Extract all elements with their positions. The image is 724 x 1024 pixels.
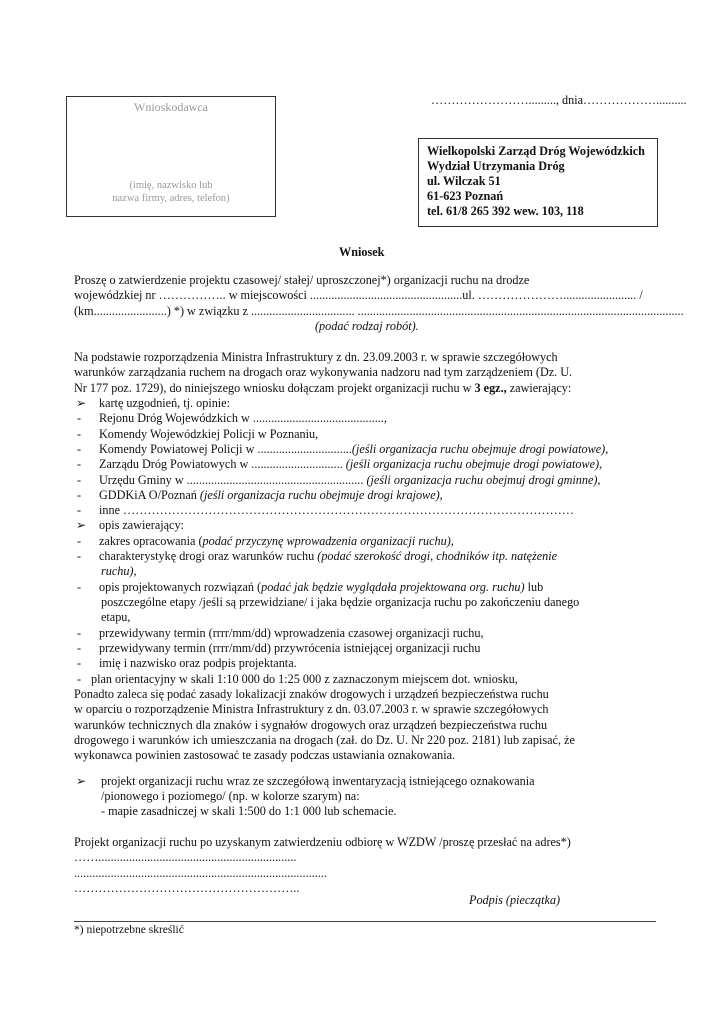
list1-item-5-note: (jeśli organizacja ruchu obejmuj drogi gminne), xyxy=(363,473,601,487)
list2-item-2 xyxy=(99,549,557,564)
list2-item-3-note: podać jak będzie wyglądała projektowana org. ruchu) xyxy=(261,580,525,594)
list2-item-4: przewidywany termin (rrrr/mm/dd) wprowadzenia czasowej organizacji ruchu, xyxy=(99,626,484,640)
list2-item-7: plan orientacyjny w skali 1:10 000 do 1:25 000 z zaznaczonym miejscem dot. wniosku, xyxy=(91,672,518,686)
list1-dash: - xyxy=(77,457,82,471)
recipient-line-5: tel. 61/8 265 392 wew. 103, 118 xyxy=(427,204,584,218)
para2-line-2: warunków zarządzania ruchem na drogach oraz wykonywania nadzoru nad tym zarządzeniem (Dz. U. xyxy=(74,365,573,379)
list1-dash: - xyxy=(77,503,82,517)
list2-dash: - xyxy=(77,656,82,670)
list3-line-2: /pionowego i poziomego/ (np. w kolorze szarym) na: xyxy=(101,789,360,803)
para3-line-5: wykonawca powinien zastosować te zasady podczas ustawiania oznakowania. xyxy=(74,748,456,762)
date-line: ……………………........., dnia……………….......... xyxy=(431,93,687,107)
list1-item-2: Komendy Wojewódzkiej Policji w Poznaniu, xyxy=(99,427,319,441)
list2-arrow-icon: ➢ xyxy=(76,518,87,532)
list2-dash: - xyxy=(77,626,82,640)
para2-line-3-end: zawierający: xyxy=(506,381,572,395)
para3-line-1: Ponadto zaleca się podać zasady lokalizacji znaków drogowych i urządzeń bezpieczeństwa ruchu xyxy=(74,687,549,701)
list2-item-2-text: charakterystykę drogi oraz warunków ruchu xyxy=(99,549,318,563)
pickup-address-line-3: ……………………………………………….. xyxy=(74,881,300,895)
list3-line-3: - mapie zasadniczej w skali 1:500 do 1:1 000 lub schemacie. xyxy=(101,804,397,818)
list2-item-1-text: zakres opracowania ( xyxy=(99,534,203,548)
list1-item-3-text: Komendy Powiatowej Policji w ............................... xyxy=(99,442,352,456)
list2-dash: - xyxy=(77,672,82,686)
list2-item-6: imię i nazwisko oraz podpis projektanta. xyxy=(99,656,297,670)
para1-line-1: Proszę o zatwierdzenie projektu czasowej/ stałej/ uproszczonej*) organizacji ruchu na drodze xyxy=(74,273,530,287)
recipient-line-3: ul. Wilczak 51 xyxy=(427,174,501,188)
list2-dash: - xyxy=(77,534,82,548)
list3-line-1: projekt organizacji ruchu wraz ze szczegółową inwentaryzacją istniejącego oznakowania xyxy=(101,774,535,788)
list2-item-2-note: (podać szerokość drogi, chodników itp. natężenie xyxy=(317,549,558,563)
applicant-title: Wnioskodawca xyxy=(134,100,208,114)
document-title: Wniosek xyxy=(339,245,385,259)
list1-dash: - xyxy=(77,442,82,456)
list1-item-4-text: Zarządu Dróg Powiatowych w .............................. xyxy=(99,457,343,471)
recipient-line-1: Wielkopolski Zarząd Dróg Wojewódzkich xyxy=(427,144,645,158)
applicant-hint-2: nazwa firmy, adres, telefon) xyxy=(112,193,230,204)
list1-item-6-text: GDDKiA O/Poznań xyxy=(99,488,200,502)
list1-item-4 xyxy=(99,457,602,472)
pickup-address-line-1: ……................................................................. xyxy=(74,850,297,864)
list2-item-2-cont: ruchu), xyxy=(101,564,137,578)
list1-item-6-note: (jeśli organizacja ruchu obejmuje drogi krajowe), xyxy=(199,488,443,502)
para1-line-4: (podać rodzaj robót). xyxy=(315,319,419,333)
list2-item-1 xyxy=(99,534,454,549)
list2-item-3 xyxy=(99,580,543,595)
list2-item-3-cont-1: poszczególne etapy /jeśli są przewidziane/ i jaka będzie organizacja ruchu po zakończeniu danego xyxy=(101,595,580,609)
list2-dash: - xyxy=(77,549,82,563)
para3-line-3: warunków technicznych dla znaków i sygnałów drogowych oraz urządzeń bezpieczeństwa ruchu xyxy=(74,718,548,732)
list2-item-3-cont-2: etapu, xyxy=(101,610,131,624)
para2-line-1: Na podstawie rozporządzenia Ministra Infrastruktury z dn. 23.09.2003 r. w sprawie szczegółowych xyxy=(74,350,558,364)
list1-dash: - xyxy=(77,488,82,502)
para2-copies: 3 egz., xyxy=(474,381,507,395)
list1-item-5 xyxy=(99,473,600,488)
list1-arrow-icon: ➢ xyxy=(76,396,87,410)
recipient-box xyxy=(418,138,658,227)
para1-line-3: (km........................) *) w związku z .................................. ........................................................................................................... xyxy=(74,304,684,318)
list3-arrow-icon: ➢ xyxy=(76,774,87,788)
list1-item-3-note: (jeśli organizacja ruchu obejmuje drogi powiatowe), xyxy=(351,442,609,456)
list1-item-5-text: Urzędu Gminy w .......................................................... xyxy=(99,473,364,487)
list2-dash: - xyxy=(77,641,82,655)
list1-item-3 xyxy=(99,442,608,457)
para3-line-4: drogowego i warunków ich umieszczania na drogach (zał. do Dz. U. Nr 220 poz. 2181) lub zapisać, że xyxy=(74,733,575,747)
list1-item-4-note: (jeśli organizacja ruchu obejmuje drogi powiatowe), xyxy=(342,457,603,471)
signature-label: Podpis (pieczątka) xyxy=(469,893,561,907)
list1-item-1: Rejonu Dróg Wojewódzkich w ..........................................., xyxy=(99,411,387,425)
recipient-line-2: Wydział Utrzymania Dróg xyxy=(427,159,565,173)
para1-line-2: wojewódzkiej nr …………….. w miejscowości ..................................................ul. …………………........................ / xyxy=(74,288,643,302)
list1-dash: - xyxy=(77,411,82,425)
para2-line-3-text: Nr 177 poz. 1729), do niniejszego wniosku dołączam projekt organizacji ruchu w xyxy=(74,381,475,395)
list1-dash: - xyxy=(77,473,82,487)
para3-line-2: w oparciu o rozporządzenie Ministra Infrastruktury z dn. 03.07.2003 r. w sprawie szczegółowych xyxy=(74,702,549,716)
applicant-box xyxy=(66,96,276,217)
recipient-line-4: 61-623 Poznań xyxy=(427,189,504,203)
list1-item-6 xyxy=(99,488,443,503)
list1-item-7: inne ………………………………………………………………………………………………… xyxy=(99,503,574,517)
list1-dash: - xyxy=(77,427,82,441)
para2-line-3 xyxy=(74,381,571,396)
list2-dash: - xyxy=(77,580,82,594)
pickup-line-1: Projekt organizacji ruchu po uzyskanym zatwierdzeniu odbiorę w WZDW /proszę przesłać na adres*) xyxy=(74,835,571,849)
list1-header: kartę uzgodnień, tj. opinie: xyxy=(99,396,230,410)
list2-item-1-note: podać przyczynę wprowadzenia organizacji ruchu), xyxy=(202,534,454,548)
list2-header: opis zawierający: xyxy=(99,518,184,532)
footnote: *) niepotrzebne skreślić xyxy=(74,924,184,936)
footnote-divider xyxy=(74,921,656,922)
list2-item-3-text: opis projektowanych rozwiązań ( xyxy=(99,580,262,594)
pickup-address-line-2: ................................................................................... xyxy=(74,866,327,880)
list2-item-3-or: lub xyxy=(524,580,544,594)
applicant-hint-1: (imię, nazwisko lub xyxy=(129,180,213,191)
list2-item-5: przewidywany termin (rrrr/mm/dd) przywrócenia istniejącej organizacji ruchu xyxy=(99,641,481,655)
